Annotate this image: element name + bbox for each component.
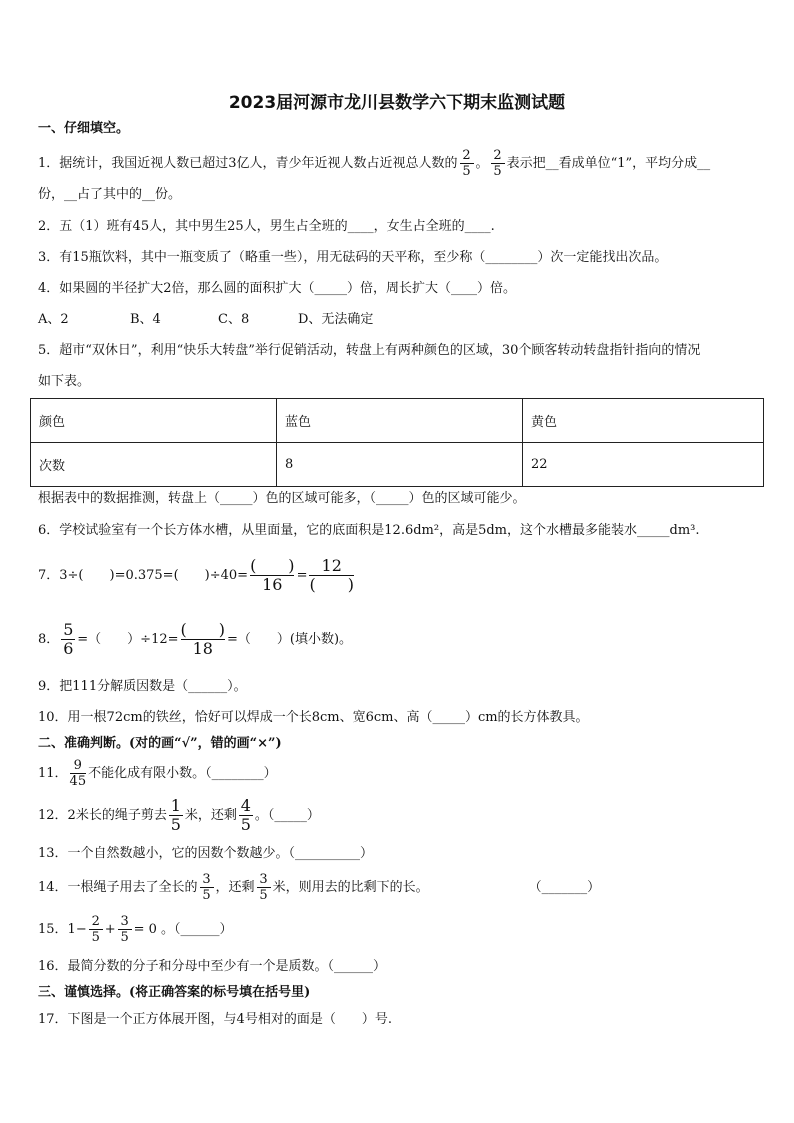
q11-label: 11． <box>38 766 68 781</box>
section-3-heading: 三、谨慎选择。(将正确答案的标号填在括号里) <box>38 985 311 1000</box>
q14-fraction-1: $\frac{3}{5}$ <box>200 872 214 903</box>
q7-text: 7．3÷( )=0.375=( )÷40= <box>38 568 249 583</box>
table-row <box>31 399 764 443</box>
q1-fraction: $\frac{2}{5}$ <box>460 148 474 179</box>
section-2-heading: 二、准确判断。(对的画“√”，错的画“×”) <box>38 736 282 751</box>
table-cell: 次数 <box>31 443 277 487</box>
table-cell: 蓝色 <box>277 399 523 443</box>
q8-text-a: =（ ）÷12= <box>77 632 179 647</box>
table-cell: 颜色 <box>31 399 277 443</box>
q1-line2: 份，__占了其中的__份。 <box>38 187 182 202</box>
question-8 <box>38 620 352 660</box>
question-9: 9．把111分解质因数是（______）。 <box>38 679 247 694</box>
q8-fraction-1: $\frac{5}{6}$ <box>63 620 74 658</box>
question-11 <box>38 756 277 792</box>
q4-option-c: C、8 <box>218 312 250 327</box>
q12-fraction-1: $\frac{1}{5}$ <box>170 796 181 834</box>
q12-text-b: 米，还剩 <box>184 808 237 823</box>
q4-options <box>38 311 373 329</box>
q5-table <box>30 398 764 487</box>
question-16: 16．最简分数的分子和分母中至少有一个是质数。（______） <box>38 959 387 974</box>
question-14 <box>38 868 600 908</box>
q12-text-c: 。（_____） <box>254 808 320 823</box>
q7-fraction-1: $\frac{( )}{16}$ <box>250 556 295 594</box>
question-12 <box>38 796 320 836</box>
q5-after-table: 根据表中的数据推测，转盘上（_____）色的区域可能多，（_____）色的区域可能少。 <box>38 491 526 506</box>
q11-fraction: $\frac{9}{45}$ <box>69 758 87 789</box>
question-6: 6．学校试验室有一个长方体水槽，从里面量，它的底面积是12.6dm²，高是5dm，这个水槽最多能装水_____dm³. <box>38 523 700 538</box>
q1-text-a: 1．据统计，我国近视人数已超过3亿人，青少年近视人数占近视总人数的 <box>38 156 458 171</box>
q12-text-a: 12．2米长的绳子剪去 <box>38 808 167 823</box>
q15-text-c: = 0 。（______） <box>133 922 233 937</box>
q12-fraction-2: $\frac{4}{5}$ <box>240 796 251 834</box>
question-5: 5．超市“双休日”，利用“快乐大转盘”举行促销活动，转盘上有两种颜色的区域，30个顾客转动转盘指针指向的情况 <box>38 343 701 358</box>
question-13: 13．一个自然数越小，它的因数个数越少。（__________） <box>38 846 374 861</box>
q14-fraction-2: $\frac{3}{5}$ <box>257 872 271 903</box>
question-1 <box>38 148 710 179</box>
question-2: 2．五（1）班有45人，其中男生25人，男生占全班的____，女生占全班的____. <box>38 219 495 234</box>
q14-text-a: 14．一根绳子用去了全长的 <box>38 880 198 895</box>
table-cell: 黄色 <box>523 399 764 443</box>
q4-option-b: B、4 <box>130 312 161 327</box>
q1-text-c: 表示把__看成单位“1”，平均分成__ <box>506 156 711 171</box>
q15-fraction-2: $\frac{3}{5}$ <box>118 914 132 945</box>
q14-text-c: 米，则用去的比剩下的长。 <box>272 880 429 895</box>
q15-text-a: 1− <box>67 922 87 937</box>
q1-fraction-2: $\frac{2}{5}$ <box>491 148 505 179</box>
q1-text-b: 。 <box>475 156 489 171</box>
question-10: 10．用一根72cm的铁丝，恰好可以焊成一个长8cm、宽6cm、高（_____）cm的长方体教具。 <box>38 710 589 725</box>
q8-label: 8． <box>38 632 60 647</box>
table-cell: 8 <box>277 443 523 487</box>
table-row <box>31 443 764 487</box>
question-15 <box>38 910 233 950</box>
q5-line2: 如下表。 <box>38 374 91 389</box>
q7-fraction-2: $\frac{12}{( )}$ <box>309 556 354 594</box>
q7-equals: = <box>296 568 308 583</box>
q4-option-a: A、2 <box>38 312 69 327</box>
q8-text-b: =（ ）(填小数)。 <box>227 632 353 647</box>
question-17: 17．下图是一个正方体展开图，与4号相对的面是（ ）号. <box>38 1012 392 1027</box>
q15-text-b: + <box>104 922 116 937</box>
q11-text: 不能化成有限小数。（________） <box>88 766 277 781</box>
q14-text-b: ，还剩 <box>215 880 255 895</box>
q4-option-d: D、无法确定 <box>298 312 374 327</box>
table-cell: 22 <box>523 443 764 487</box>
section-1-heading: 一、仔细填空。 <box>38 121 130 136</box>
q14-answer: （_______） <box>528 880 601 895</box>
question-3: 3．有15瓶饮料，其中一瓶变质了（略重一些），用无砝码的天平称，至少称（________）次一定能找出次品。 <box>38 250 668 265</box>
question-7 <box>38 556 356 596</box>
question-4: 4．如果圆的半径扩大2倍，那么圆的面积扩大（_____）倍，周长扩大（____）倍。 <box>38 281 517 296</box>
q15-fraction-1: $\frac{2}{5}$ <box>89 914 103 945</box>
q15-label: 15． <box>38 922 68 937</box>
page-title: 2023届河源市龙川县数学六下期末监测试题 <box>228 93 566 113</box>
q8-fraction-2: $\frac{( )}{18}$ <box>180 620 226 658</box>
